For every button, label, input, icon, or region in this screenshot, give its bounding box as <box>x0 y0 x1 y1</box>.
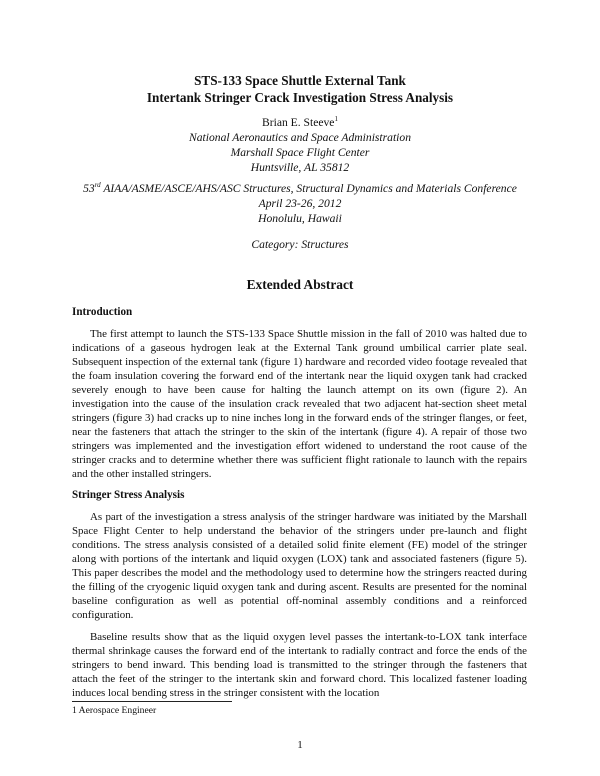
conference-ordinal-suffix: rd <box>94 181 101 190</box>
paper-title <box>0 72 600 106</box>
page-number: 1 <box>297 739 303 751</box>
author-footnote-mark: 1 <box>334 115 338 124</box>
extended-abstract-heading: Extended Abstract <box>246 277 354 292</box>
title-line-1: STS-133 Space Shuttle External Tank <box>194 73 406 88</box>
introduction-section <box>72 305 527 481</box>
author-affiliation: National Aeronautics and Space Administration <box>189 131 411 144</box>
author-center: Marshall Space Flight Center <box>230 146 370 159</box>
stringer-stress-paragraph-2: Baseline results show that as the liquid oxygen level passes the intertank-to-LOX tank interface thermal shrinkage causes the forward end of the intertank to radially contract and force the ends of the stringers to bend inward. This bending load is transmitted to the stringer through the fasteners that attach the feet of the stringer to the intertank skin and forward chord. This localized fastener loading induces local bending stress in the stringer consistent with the location <box>72 631 527 699</box>
footnote-divider <box>72 701 232 702</box>
author-name: Brian E. Steeve <box>262 116 335 129</box>
conference-dates: April 23-26, 2012 <box>258 197 342 210</box>
author-block <box>0 115 600 175</box>
conference-name: AIAA/ASME/ASCE/AHS/ASC Structures, Structural Dynamics and Materials Conference <box>100 182 517 195</box>
paper-category: Category: Structures <box>251 238 349 251</box>
author-location: Huntsville, AL 35812 <box>250 161 350 174</box>
introduction-paragraph: The first attempt to launch the STS-133 Space Shuttle mission in the fall of 2010 was halted due to indications of a gaseous hydrogen leak at the External Tank ground umbilical carrier plate seal. Subsequent inspection of the external tank (figure 1) hardware and recorded video footage revealed that the foam insulation covering the forward end of the intertank near the liquid oxygen tank had cracked severely enough to have been cause for halting the launch attempt on its own (figure 2). An investigation into the cause of the insulation crack revealed that two adjacent hat-section sheet metal stringers (figure 3) had cracks up to nine inches long in the forward ends of the stringer flanges, or feet, near the fasteners that attach the stringer to the skin of the intertank (figure 4). A repair of those two stringers was implemented and the investigation effort widened to understand the root cause of the stringer cracks and to determine whether there was sufficient flight rationale to launch with the repairs and the other installed stringers. <box>72 328 527 480</box>
stringer-stress-heading: Stringer Stress Analysis <box>72 489 185 501</box>
conference-ordinal: 53 <box>83 182 95 195</box>
author-name-line <box>0 115 600 130</box>
stringer-stress-paragraph-1: As part of the investigation a stress analysis of the stringer hardware was initiated by the Marshall Space Flight Center to help understand the behavior of the stringers under pre-launch and flight conditions. The stress analysis consisted of a detailed solid finite element (FE) model of the stringer along with portions of the intertank and liquid oxygen (LOX) tank and associated fasteners (figure 5). This paper describes the model and the methodology used to determine how the stringers reacted during the filling of the cryogenic liquid oxygen tank and during ascent. Results are presented for the nominal baseline configuration as well as potential off-nominal assembly conditions and a reinforced configuration. <box>72 511 527 621</box>
conference-name-line <box>0 181 600 196</box>
conference-block <box>0 181 600 226</box>
introduction-heading: Introduction <box>72 306 133 318</box>
stringer-stress-section <box>72 488 527 700</box>
title-line-2: Intertank Stringer Crack Investigation Stress Analysis <box>146 90 454 105</box>
footnote: 1 Aerospace Engineer <box>72 705 157 716</box>
conference-place: Honolulu, Hawaii <box>258 212 342 225</box>
